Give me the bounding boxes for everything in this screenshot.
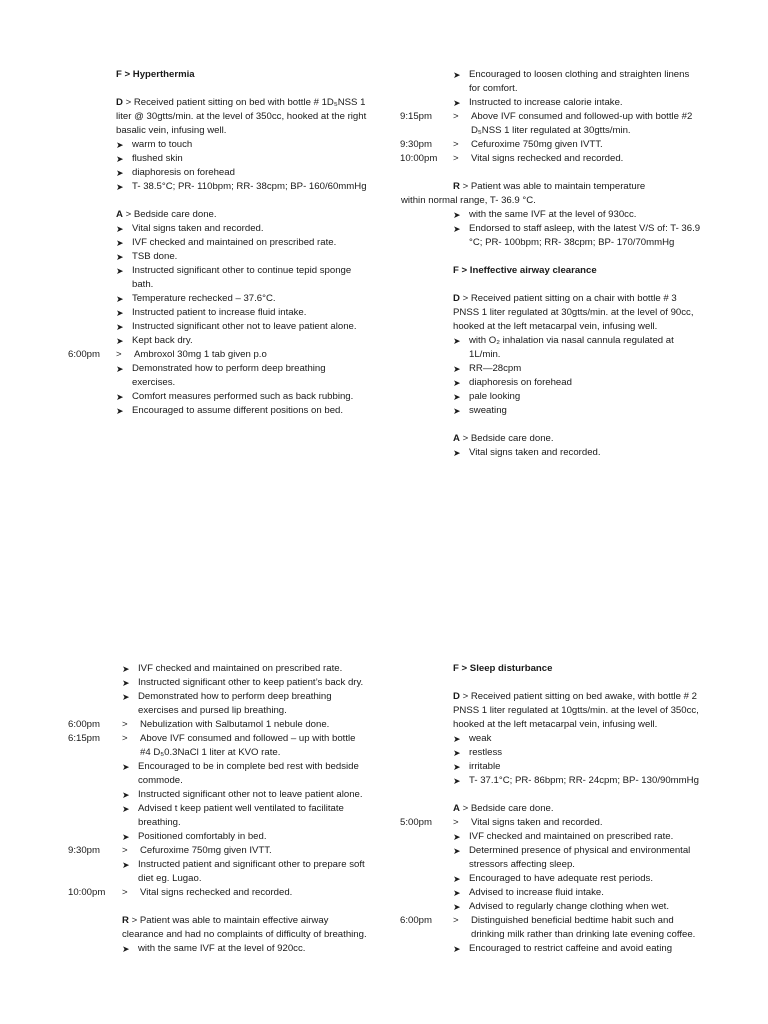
- timed-entry: > Above IVF consumed and followed – up with bottle #4 D₅0.3NaCl 1 liter at KVO rate. 6:15pm: [68, 733, 356, 758]
- list-item: ➤ TSB done.: [116, 250, 368, 264]
- airway-actions-continued: [68, 662, 368, 956]
- list-item: ➤ with O₂ inhalation via nasal cannula regulated at 1L/min.: [453, 334, 703, 362]
- list-item: ➤ Encouraged to restrict caffeine and avoid eating: [453, 942, 705, 956]
- timed-entry: > Above IVF consumed and followed-up with bottle #2 D₅NSS 1 liter regulated at 30gtts/min. 9:15pm: [400, 111, 693, 136]
- list-item: ➤ Demonstrated how to perform deep breathing exercises and pursed lip breathing.: [122, 690, 368, 718]
- list-item: ➤ Instructed significant other not to leave patient alone.: [116, 320, 368, 334]
- list-item: ➤ pale looking: [453, 390, 703, 404]
- list-item: ➤ IVF checked and maintained on prescribed rate.: [453, 830, 705, 844]
- list-item: ➤ Instructed significant other to keep patient’s back dry.: [122, 676, 368, 690]
- timed-entry: > Vital signs taken and recorded. 5:00pm: [400, 817, 603, 828]
- list-item: ➤ Comfort measures performed such as back rubbing.: [116, 390, 368, 404]
- list-item: ➤ with the same IVF at the level of 930cc.: [453, 208, 703, 222]
- focus-title: F > Hyperthermia: [116, 69, 195, 80]
- entry-time: 10:00pm: [400, 153, 438, 164]
- entry-time: 6:00pm: [68, 719, 100, 730]
- timed-entry: > Cefuroxime 750mg given IVTT. 9:30pm: [68, 845, 272, 856]
- list-item: ➤ Encouraged to assume different positions on bed.: [116, 404, 368, 418]
- entry-time: 5:00pm: [400, 817, 432, 828]
- list-item: ➤ Advised to regularly change clothing when wet.: [453, 900, 705, 914]
- list-item: ➤ Instructed patient to increase fluid intake.: [116, 306, 368, 320]
- list-item: ➤ Encouraged to loosen clothing and straighten linens for comfort.: [453, 68, 703, 96]
- list-item: ➤ RR—28cpm: [453, 362, 703, 376]
- data-paragraph: D > Received patient sitting on a chair with bottle # 3 PNSS 1 liter regulated at 30gtts/min. at the level of 90cc, hooked at the left metacarpal vein, infusing well.: [453, 293, 694, 332]
- action-paragraph: A > Bedside care done.: [453, 433, 554, 444]
- list-item: ➤ Positioned comfortably in bed.: [122, 830, 368, 844]
- list-item: ➤ Instructed to increase calorie intake.: [453, 96, 703, 110]
- timed-entry: > Distinguished beneficial bedtime habit such and drinking milk rather than drinking late evening coffee. 6:00pm: [400, 915, 696, 940]
- list-item: ➤ Vital signs taken and recorded.: [116, 222, 368, 236]
- list-item: ➤ flushed skin: [116, 152, 368, 166]
- response-paragraph: R > Patient was able to maintain temperature: [453, 181, 646, 192]
- list-item: ➤ Endorsed to staff asleep, with the latest V/S of: T- 36.9 °C; PR- 100bpm; RR- 38cpm; BP- 170/70mmHg: [453, 222, 703, 250]
- response-continued: within normal range, T- 36.9 °C.: [401, 195, 536, 206]
- list-item: ➤ sweating: [453, 404, 703, 418]
- list-item: ➤ Advised to increase fluid intake.: [453, 886, 705, 900]
- data-paragraph: D > Received patient sitting on bed with bottle # 1D₅NSS 1 liter @ 30gtts/min. at the level of 350cc, hooked at the right basalic vein, infusing well.: [116, 97, 367, 136]
- list-item: ➤ warm to touch: [116, 138, 368, 152]
- timed-entry: > Ambroxol 30mg 1 tab given p.o 6:00pm: [68, 349, 267, 360]
- timed-entry: > Vital signs rechecked and recorded. 10:00pm: [68, 887, 293, 898]
- entry-time: 6:00pm: [68, 349, 100, 360]
- list-item: ➤ restless: [453, 746, 705, 760]
- list-item: ➤ irritable: [453, 760, 705, 774]
- entry-time: 9:30pm: [400, 139, 432, 150]
- list-item: ➤ diaphoresis on forehead: [116, 166, 368, 180]
- entry-time: 9:30pm: [68, 845, 100, 856]
- list-item: ➤ Instructed significant other not to leave patient alone.: [122, 788, 368, 802]
- list-item: ➤ diaphoresis on forehead: [453, 376, 703, 390]
- focus-airway-clearance: [400, 68, 703, 460]
- action-paragraph: A > Bedside care done.: [116, 209, 217, 220]
- list-item: ➤ T- 38.5°C; PR- 110bpm; RR- 38cpm; BP- 160/60mmHg: [116, 180, 368, 194]
- list-item: ➤ Temperature rechecked – 37.6°C.: [116, 292, 368, 306]
- list-item: ➤ Instructed significant other to continue tepid sponge bath.: [116, 264, 368, 292]
- action-paragraph: A > Bedside care done.: [453, 803, 554, 814]
- entry-time: 6:15pm: [68, 733, 100, 744]
- list-item: ➤ Encouraged to be in complete bed rest with bedside commode.: [122, 760, 368, 788]
- focus-sleep-disturbance: [400, 662, 705, 956]
- list-item: ➤ Advised t keep patient well ventilated to facilitate breathing.: [122, 802, 368, 830]
- data-paragraph: D > Received patient sitting on bed awake, with bottle # 2 PNSS 1 liter regulated at 10gtts/min. at the level of 350cc, hooked at the left metacarpal vein, infusing well.: [453, 691, 699, 730]
- list-item: ➤ weak: [453, 732, 705, 746]
- list-item: ➤ IVF checked and maintained on prescribed rate.: [122, 662, 368, 676]
- entry-time: 6:00pm: [400, 915, 432, 926]
- list-item: ➤ with the same IVF at the level of 920cc.: [122, 942, 368, 956]
- focus-title: F > Sleep disturbance: [453, 663, 553, 674]
- list-item: ➤ Encouraged to have adequate rest periods.: [453, 872, 705, 886]
- timed-entry: > Cefuroxime 750mg given IVTT. 9:30pm: [400, 139, 603, 150]
- list-item: ➤ Determined presence of physical and environmental stressors affecting sleep.: [453, 844, 705, 872]
- timed-entry: > Vital signs rechecked and recorded. 10:00pm: [400, 153, 624, 164]
- focus-hyperthermia: [68, 68, 368, 418]
- entry-time: 9:15pm: [400, 111, 432, 122]
- list-item: ➤ T- 37.1°C; PR- 86bpm; RR- 24cpm; BP- 130/90mmHg: [453, 774, 705, 788]
- focus-title: F > Ineffective airway clearance: [453, 265, 597, 276]
- response-paragraph: R > Patient was able to maintain effective airway clearance and had no complaints of difficulty of breathing.: [122, 915, 367, 940]
- list-item: ➤ IVF checked and maintained on prescribed rate.: [116, 236, 368, 250]
- list-item: ➤ Kept back dry.: [116, 334, 368, 348]
- list-item: ➤ Vital signs taken and recorded.: [453, 446, 703, 460]
- list-item: ➤ Instructed patient and significant other to prepare soft diet eg. Lugao.: [122, 858, 368, 886]
- timed-entry: > Nebulization with Salbutamol 1 nebule done. 6:00pm: [68, 719, 330, 730]
- entry-time: 10:00pm: [68, 887, 106, 898]
- list-item: ➤ Demonstrated how to perform deep breathing exercises.: [116, 362, 368, 390]
